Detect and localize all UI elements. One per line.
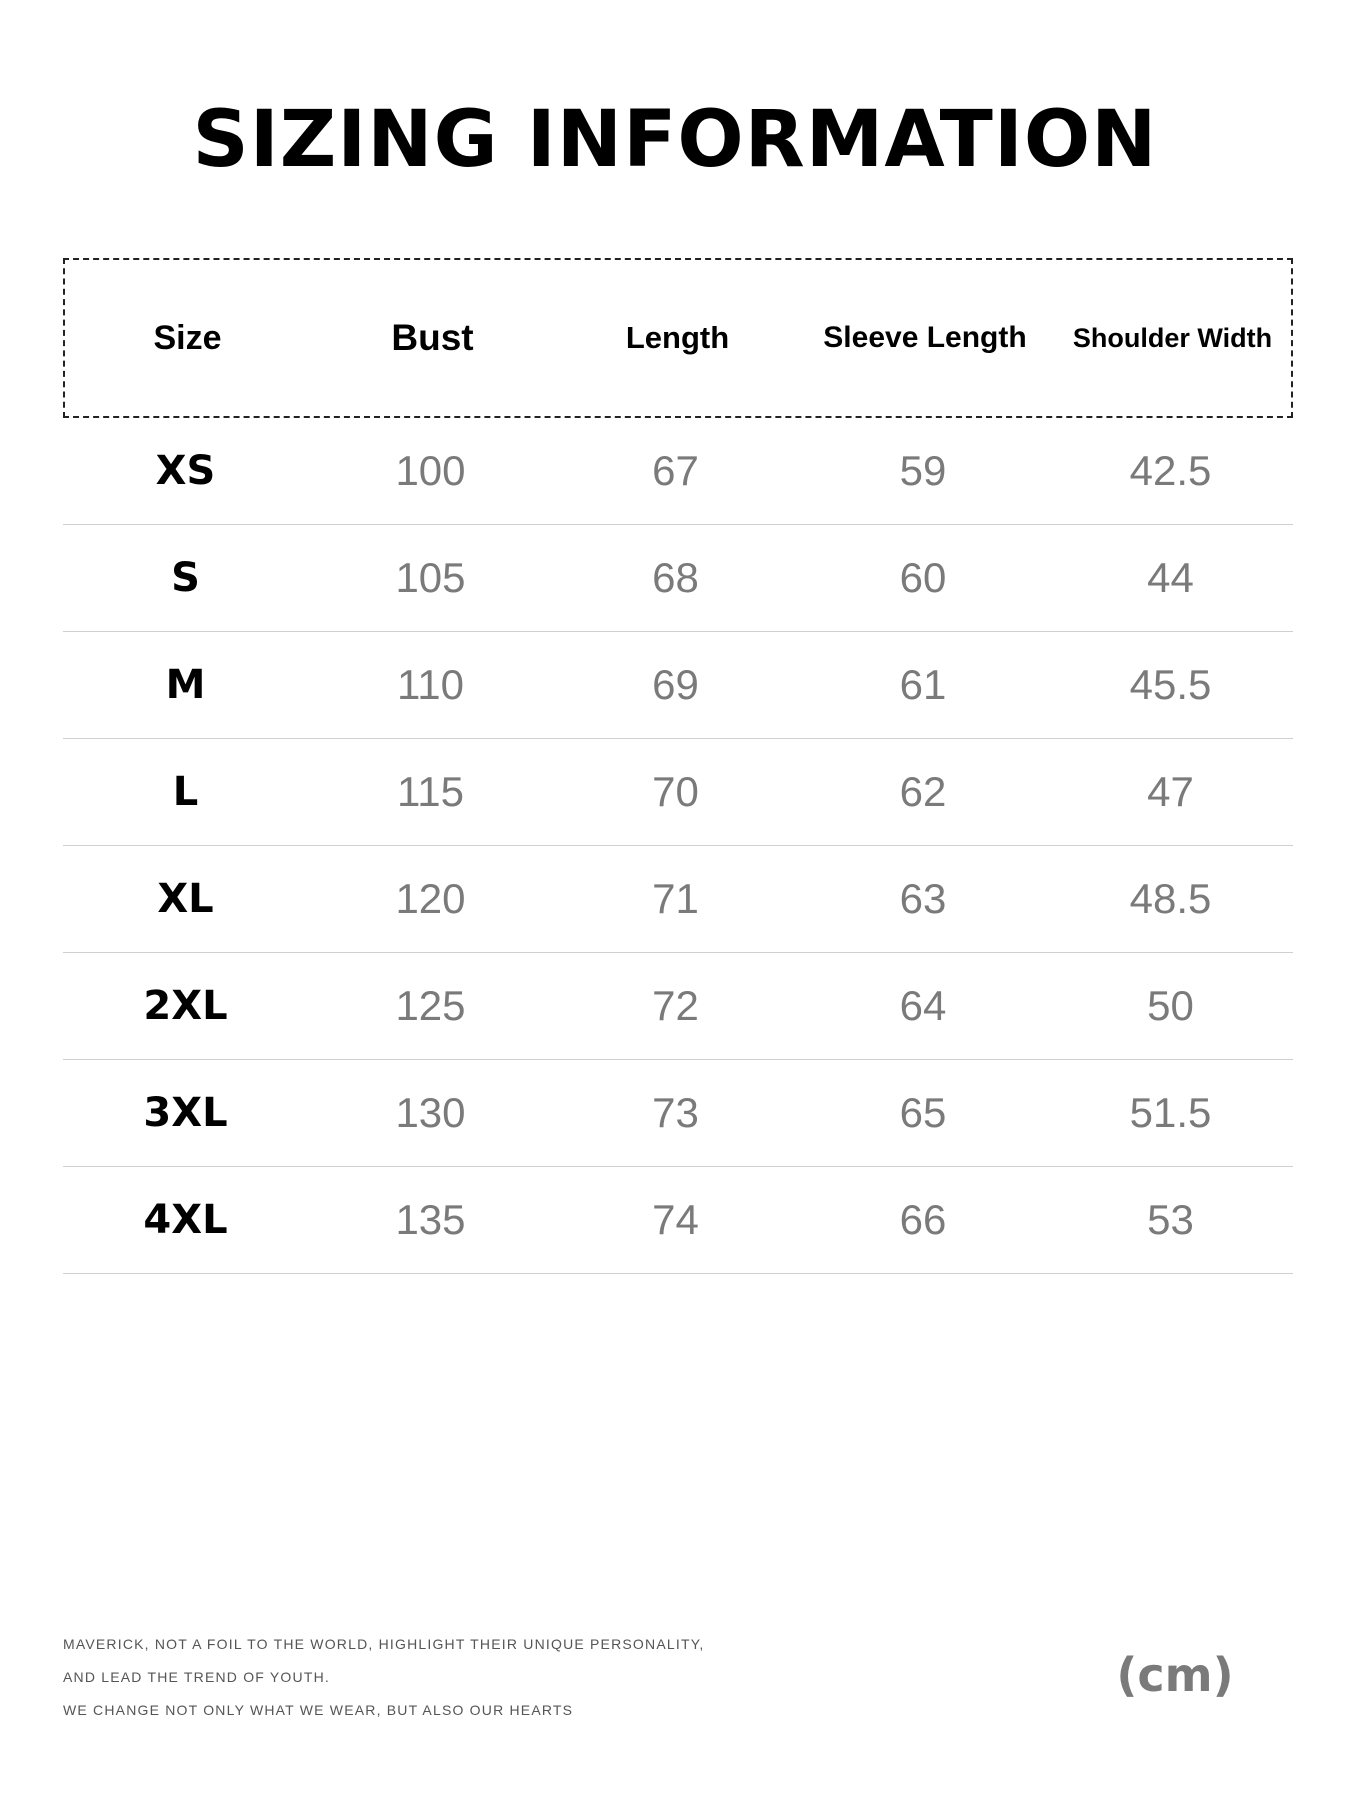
- cell-size: L: [172, 769, 199, 815]
- table-row: [63, 632, 1293, 739]
- cell-bust: 120: [395, 875, 466, 922]
- cell-bust: 100: [395, 447, 466, 494]
- table-body: [63, 418, 1293, 1274]
- cell-shoulder-width: 45.5: [1129, 661, 1212, 708]
- table-row: [63, 418, 1293, 525]
- cell-length: 69: [652, 661, 699, 708]
- cell-shoulder-width: 51.5: [1129, 1089, 1212, 1136]
- cell-sleeve-length: 59: [899, 447, 947, 494]
- cell-bust: 110: [397, 661, 464, 708]
- footer-line-3: WE CHANGE NOT ONLY WHAT WE WEAR, BUT ALSO OUR HEARTS: [63, 1702, 574, 1718]
- page-title: SIZING INFORMATION: [192, 95, 1158, 185]
- table-row: [63, 739, 1293, 846]
- table-row: [63, 525, 1293, 632]
- footer-line-1: MAVERICK, NOT A FOIL TO THE WORLD, HIGHLIGHT THEIR UNIQUE PERSONALITY,: [63, 1636, 705, 1652]
- header-size: Size: [153, 318, 222, 357]
- cell-size: 4XL: [143, 1197, 228, 1243]
- cell-sleeve-length: 66: [899, 1196, 947, 1243]
- cell-length: 71: [652, 875, 699, 922]
- table-row: [63, 953, 1293, 1060]
- cell-sleeve-length: 64: [899, 982, 947, 1029]
- cell-size: S: [171, 555, 200, 601]
- cell-size: 2XL: [143, 983, 228, 1029]
- cell-sleeve-length: 65: [899, 1089, 947, 1136]
- cell-shoulder-width: 44: [1147, 554, 1194, 601]
- sizing-table: [63, 258, 1293, 1274]
- header-shoulder-width: Shoulder Width: [1072, 322, 1273, 353]
- cell-size: XL: [157, 876, 214, 922]
- cell-sleeve-length: 61: [899, 661, 947, 708]
- cell-size: XS: [155, 448, 216, 494]
- cell-sleeve-length: 60: [899, 554, 947, 601]
- cell-bust: 115: [397, 768, 464, 815]
- cell-shoulder-width: 42.5: [1129, 447, 1212, 494]
- cell-length: 70: [652, 768, 699, 815]
- table-row: [63, 1060, 1293, 1167]
- cell-bust: 135: [395, 1196, 466, 1243]
- cell-length: 74: [652, 1196, 699, 1243]
- footer-line-2: AND LEAD THE TREND OF YOUTH.: [63, 1669, 330, 1685]
- header-sleeve-length: Sleeve Length: [823, 321, 1027, 354]
- cell-shoulder-width: 53: [1147, 1196, 1194, 1243]
- cell-length: 73: [652, 1089, 699, 1136]
- unit-label: (cm): [1116, 1648, 1234, 1702]
- footer-slogan: [63, 1628, 705, 1727]
- cell-length: 72: [652, 982, 699, 1029]
- cell-sleeve-length: 62: [899, 768, 947, 815]
- header-bust: Bust: [391, 317, 474, 358]
- header-length: Length: [625, 320, 730, 355]
- cell-length: 68: [652, 554, 699, 601]
- cell-sleeve-length: 63: [899, 875, 947, 922]
- cell-bust: 125: [395, 982, 466, 1029]
- cell-size: 3XL: [143, 1090, 228, 1136]
- table-row: [63, 846, 1293, 953]
- table-header-row: [63, 258, 1293, 418]
- cell-shoulder-width: 47: [1147, 768, 1194, 815]
- table-row: [63, 1167, 1293, 1274]
- cell-bust: 105: [395, 554, 466, 601]
- cell-shoulder-width: 50: [1147, 982, 1194, 1029]
- cell-shoulder-width: 48.5: [1129, 875, 1212, 922]
- cell-bust: 130: [395, 1089, 466, 1136]
- cell-length: 67: [652, 447, 699, 494]
- cell-size: M: [165, 662, 206, 708]
